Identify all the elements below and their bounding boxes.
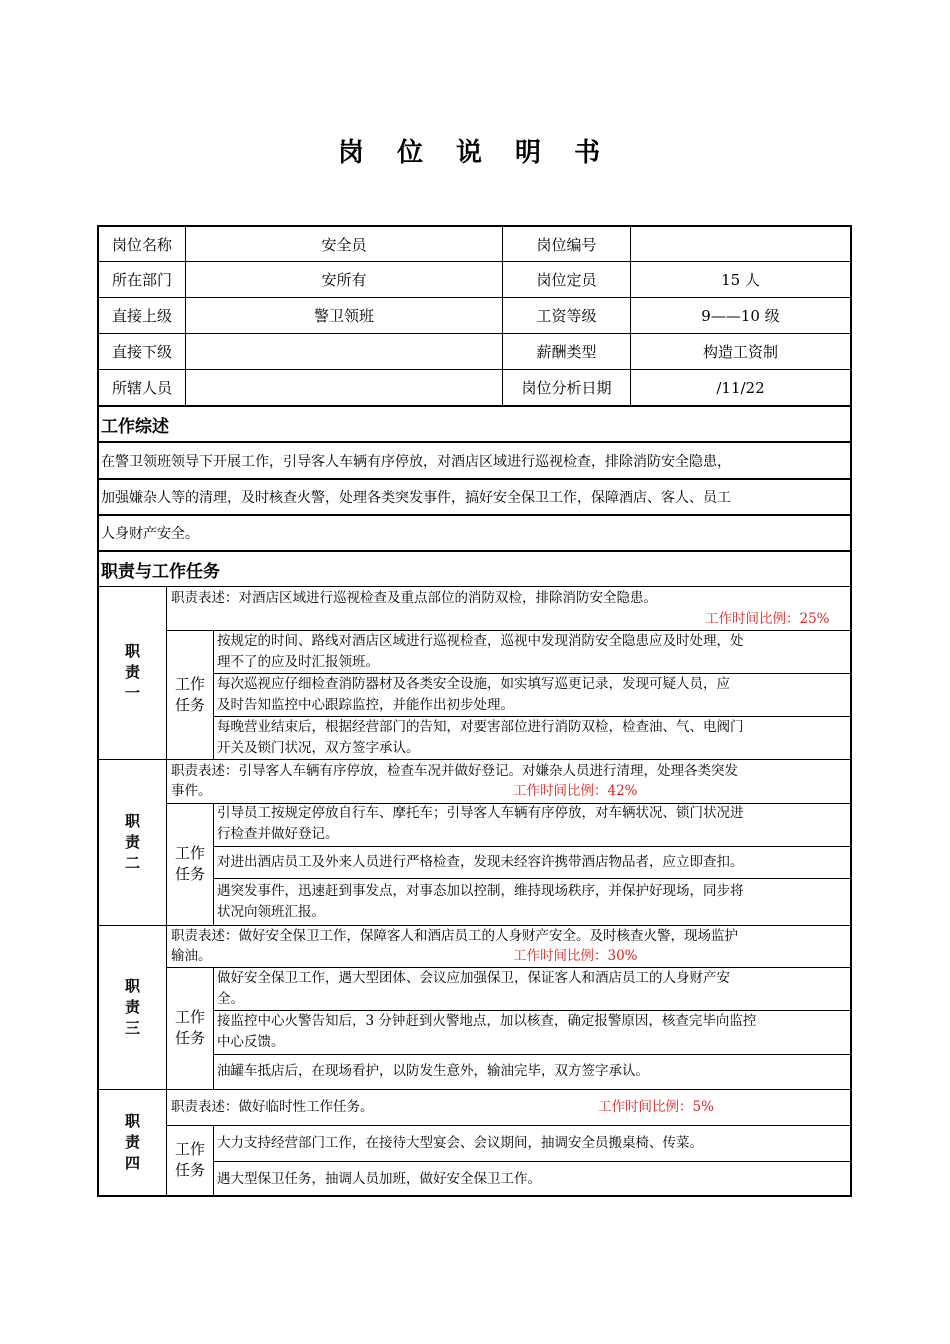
duty-4-description: 职责表述：做好临时性工作任务。: [171, 1099, 374, 1115]
summary-line: 加强嫌杂人等的清理，及时核查火警，处理各类突发事件，搞好安全保卫工作，保障酒店、客人、员工: [101, 490, 731, 506]
position-code-value: [631, 227, 850, 261]
duty-3-label-char: 职: [124, 976, 140, 995]
duty-4-label: [99, 1089, 166, 1195]
duty-1-task-1-line-1: 按规定的时间、路线对酒店区域进行巡视检查，巡视中发现消防安全隐患应及时处理，处: [217, 633, 744, 649]
supervisor-label: 直接上级: [111, 307, 172, 325]
staff-value: [186, 370, 502, 405]
pay-type-value: 构造工资制: [702, 343, 778, 361]
analysis-date-label: 岗位分析日期: [521, 379, 612, 397]
headcount-value: 15 人: [721, 271, 760, 289]
duty-2-task-3-line-2: 状况向领班汇报。: [217, 904, 325, 920]
headcount-label: 岗位定员: [536, 271, 597, 289]
subordinate-label: 直接下级: [111, 343, 172, 361]
task-header-line: 任务: [174, 1029, 205, 1047]
duty-4-label-char: 四: [124, 1153, 140, 1172]
duty-1-task-3-line-1: 每晚营业结束后，根据经营部门的告知，对要害部位进行消防双检，检查油、气、电阀门: [217, 719, 744, 735]
position-name-value: 安全员: [321, 235, 367, 254]
duty-2-description-line-2: 事件。: [171, 783, 212, 799]
summary-heading: 工作综述: [101, 416, 169, 437]
task-header-line: 任务: [174, 695, 205, 714]
duty-1-task-1-line-2: 理不了的应及时汇报领班。: [217, 654, 379, 670]
pay-type-label: 薪酬类型: [536, 343, 597, 361]
duty-4-desc-divider: [166, 1125, 852, 1126]
duty-1-label-char: 一: [124, 684, 140, 702]
duty-2-label-char: 二: [124, 853, 140, 872]
duty-3-time-ratio: 工作时间比例：30%: [513, 948, 638, 964]
position-name-label: 岗位名称: [111, 235, 172, 254]
duty-1-task-3-line-2: 开关及锁门状况，双方签字承认。: [217, 740, 420, 756]
duty-1-label: [99, 586, 166, 759]
duty-2-time-ratio: 工作时间比例：42%: [513, 783, 638, 799]
salary-grade-value: 9——10 级: [701, 307, 780, 325]
summary-line: 在警卫领班领导下开展工作，引导客人车辆有序停放，对酒店区域进行巡视检查，排除消防安全隐患，: [101, 453, 731, 470]
task-header-line: 工作: [174, 1008, 205, 1026]
section-divider: [97, 514, 852, 516]
subordinate-value: [186, 334, 502, 369]
task-divider: [213, 878, 852, 879]
task-header-line: 工作: [174, 844, 205, 862]
task-divider: [213, 846, 852, 847]
task-col-divider: [213, 967, 214, 1089]
section-divider: [97, 405, 852, 407]
task-header-line: 工作: [174, 674, 205, 693]
duty-2-label-char: 职: [124, 811, 140, 830]
duty-4-task-header: [167, 1125, 213, 1195]
duty-4-task-1-line-1: 大力支持经营部门工作，在接待大型宴会、会议期间，抽调安全员搬桌椅、传菜。: [217, 1135, 703, 1151]
duty-1-task-header: [167, 630, 213, 759]
duty-4-task-2-line-1: 遇大型保卫任务，抽调人员加班，做好安全保卫工作。: [217, 1171, 541, 1187]
position-code-label: 岗位编号: [536, 235, 597, 254]
duty-divider: [97, 759, 852, 760]
task-divider: [213, 1054, 852, 1055]
supervisor-value: 警卫领班: [313, 307, 374, 325]
duty-4-label-char: 职: [124, 1111, 140, 1130]
duty-4-label-char: 责: [124, 1132, 140, 1151]
duty-3-label-char: 三: [124, 1018, 140, 1037]
summary-line: 人身财产安全。: [101, 526, 199, 542]
duty-2-task-1-line-1: 引导员工按规定停放自行车、摩托车；引导客人车辆有序停放，对车辆状况、锁门状况进: [217, 805, 744, 821]
duty-2-description-line-1: 职责表述：引导客人车辆有序停放，检查车况并做好登记。对嫌杂人员进行清理，处理各类突发: [171, 763, 738, 779]
duty-3-task-2-line-1: 接监控中心火警告知后，3 分钟赶到火警地点，加以核查，确定报警原因，核查完毕向监控: [217, 1013, 757, 1029]
duty-1-task-2-line-1: 每次巡视应仔细检查消防器材及各类安全设施，如实填写巡更记录，发现可疑人员，应: [217, 676, 730, 692]
duty-2-label: [99, 759, 166, 925]
duty-1-time-ratio: 工作时间比例：25%: [705, 611, 830, 627]
task-header-line: 工作: [174, 1140, 205, 1158]
analysis-date-value: /11/22: [716, 378, 765, 397]
duty-2-label-char: 责: [124, 832, 140, 851]
duty-3-task-header: [167, 967, 213, 1089]
duty-2-task-3-line-1: 遇突发事件，迅速赶到事发点，对事态加以控制，维持现场秩序，并保护好现场，同步将: [217, 883, 744, 899]
task-col-divider: [213, 803, 214, 925]
page-title: 岗 位 说 明 书: [337, 138, 613, 168]
duty-1-label-char: 职: [124, 642, 140, 660]
duty-2-task-1-line-2: 行检查并做好登记。: [217, 826, 339, 842]
duty-divider: [97, 1089, 852, 1090]
duties-heading: 职责与工作任务: [101, 561, 220, 582]
task-col-divider: [213, 630, 214, 759]
task-header-line: 任务: [174, 1161, 205, 1179]
duty-2-task-header: [167, 803, 213, 925]
duty-3-description-line-2: 输油。: [171, 948, 212, 964]
salary-grade-label: 工资等级: [536, 307, 597, 325]
duty-3-task-1-line-2: 全。: [217, 991, 244, 1007]
duty-3-task-2-line-2: 中心反馈。: [217, 1034, 285, 1050]
department-value: 安所有: [321, 271, 367, 289]
duty-1-label-char: 责: [124, 663, 140, 681]
duty-3-label-char: 责: [124, 997, 140, 1016]
staff-label: 所辖人员: [111, 379, 172, 397]
duty-4-time-ratio: 工作时间比例：5%: [598, 1099, 714, 1115]
duty-2-task-2-line-1: 对进出酒店员工及外来人员进行严格检查，发现未经容许携带酒店物品者，应立即查扣。: [217, 854, 744, 870]
section-divider: [97, 586, 852, 587]
department-label: 所在部门: [111, 271, 172, 289]
duty-3-description-line-1: 职责表述：做好安全保卫工作，保障客人和酒店员工的人身财产安全。及时核查火警，现场监护: [171, 928, 738, 944]
task-divider: [213, 1161, 852, 1162]
duty-1-description: 职责表述：对酒店区域进行巡视检查及重点部位的消防双检，排除消防安全隐患。: [171, 590, 657, 606]
task-header-line: 任务: [174, 865, 205, 883]
duty-3-task-1-line-1: 做好安全保卫工作，遇大型团体、会议应加强保卫，保证客人和酒店员工的人身财产安: [217, 970, 730, 986]
duty-3-label: [99, 925, 166, 1089]
duty-3-task-3-line-1: 油罐车抵店后，在现场看护，以防发生意外，输油完毕，双方签字承认。: [217, 1063, 649, 1079]
duty-1-task-2-line-2: 及时告知监控中心跟踪监控，并能作出初步处理。: [217, 697, 514, 713]
